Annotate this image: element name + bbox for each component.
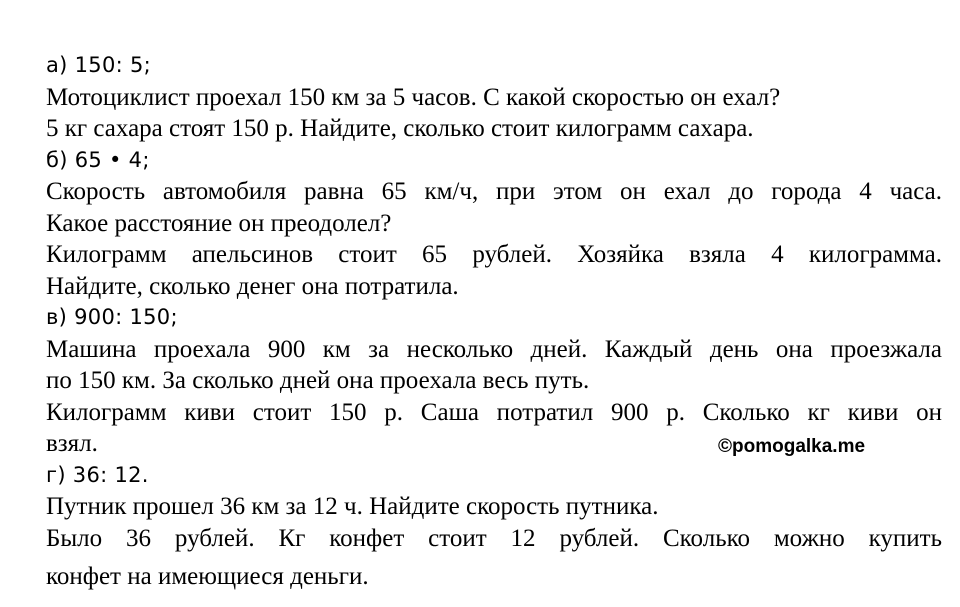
task-a-problem-2: 5 кг сахара стоят 150 р. Найдите, сколько стоит килограмм сахара. xyxy=(46,115,754,142)
task-b-expression: б) 65 • 4; xyxy=(46,147,150,172)
task-g-problem-1: Путник прошел 36 км за 12 ч. Найдите скорость путника. xyxy=(46,493,659,520)
task-v-problem-2-line-1: Килограмм киви стоит 150 р. Саша потратил 900 р. Сколько кг киви он xyxy=(46,398,942,426)
task-b-problem-1-line-2: Какое расстояние он преодолел? xyxy=(46,209,392,237)
task-b-problem-1-line-1: Скорость автомобиля равна 65 км/ч, при этом он ехал до города 4 часа. xyxy=(46,178,942,205)
task-v-expression: в) 900: 150; xyxy=(46,305,178,329)
task-g-problem-2-line-1: Было 36 рублей. Кг конфет стоит 12 рублей. Сколько можно купить xyxy=(46,524,942,552)
task-g-expression: г) 36: 12. xyxy=(46,462,149,487)
watermark: ©pomogalka.me xyxy=(718,436,866,457)
task-v-problem-1-line-1: Машина проехала 900 км за несколько дней. Каждый день она проезжала xyxy=(46,335,942,363)
task-a-expression: а) 150: 5; xyxy=(46,53,152,77)
task-g-problem-2-line-2: конфет на имеющиеся деньги. xyxy=(46,563,369,590)
task-v-problem-2-line-2: взял. xyxy=(46,430,98,457)
task-a-problem-1: Мотоциклист проехал 150 км за 5 часов. С какой скоростью он ехал? xyxy=(46,83,781,111)
task-b-problem-2-line-2: Найдите, сколько денег она потратила. xyxy=(46,272,459,300)
document-body xyxy=(46,50,942,593)
task-v-problem-1-line-2: по 150 км. За сколько дней она проехала весь путь. xyxy=(46,367,590,394)
task-b-problem-2-line-1: Килограмм апельсинов стоит 65 рублей. Хозяйка взяла 4 килограмма. xyxy=(46,241,942,268)
